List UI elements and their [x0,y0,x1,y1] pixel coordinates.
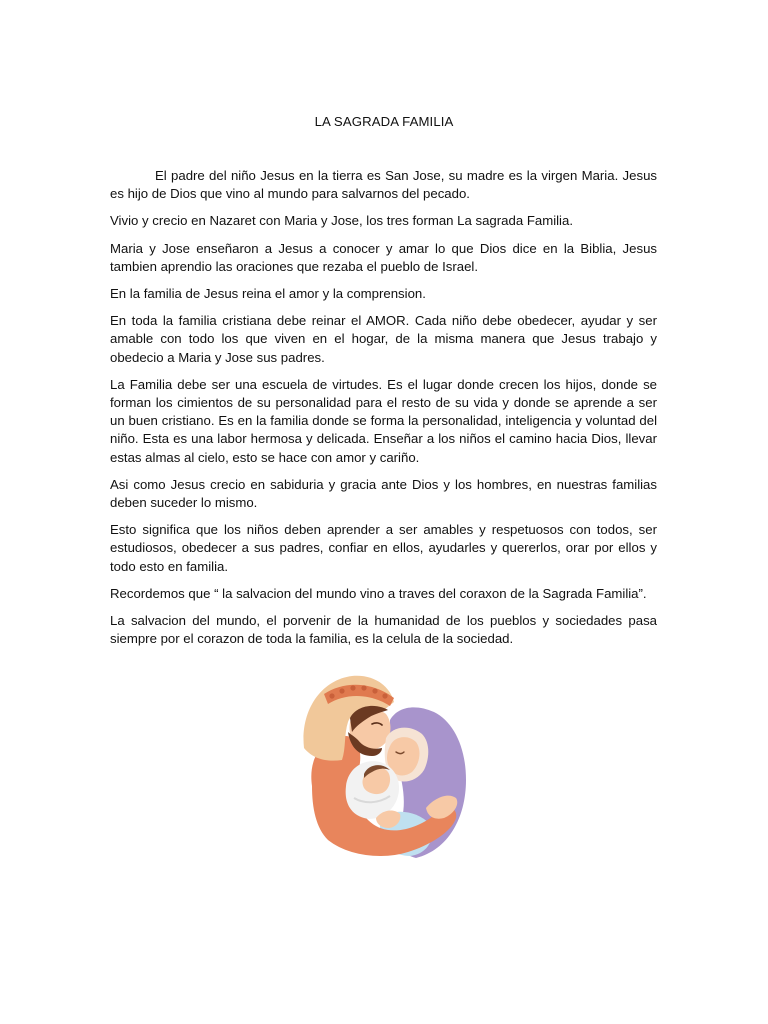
document-title: LA SAGRADA FAMILIA [314,114,454,129]
paragraph: Maria y Jose enseñaron a Jesus a conocer y amar lo que Dios dice en la Biblia, Jesus tambien aprendio las oraciones que rezaba el pueblo de Israel. [110,240,657,274]
paragraph: Vivio y crecio en Nazaret con Maria y Jose, los tres forman La sagrada Familia. [110,213,573,229]
paragraph: La Familia debe ser una escuela de virtudes. Es el lugar donde crecen los hijos, donde se forman los cimientos de su personalidad para el resto de su vida y donde se aprende a ser un buen cristiano. Es en la familia donde se forma la personalidad, inteligencia y voluntad del niño. Esta es una labor hermosa y delicada. Enseñar a los niños el camino hacia Dios, llevar estas almas al cielo, esto se hace con amor y cariño. [110,376,657,465]
paragraph: En la familia de Jesus reina el amor y la comprension. [110,286,426,302]
paragraph: En toda la familia cristiana debe reinar el AMOR. Cada niño debe obedecer, ayudar y ser amable con todo los que viven en el hogar, de la misma manera que Jesus trabajo y obedecio a Maria y Jose sus padres. [110,313,657,365]
paragraph: Asi como Jesus crecio en sabiduria y gracia ante Dios y los hombres, en nuestras familias deben suceder lo mismo. [110,476,657,511]
holy-family-illustration [298,668,470,860]
document-body [110,167,657,657]
paragraph: El padre del niño Jesus en la tierra es San Jose, su madre es la virgen Maria. Jesus es hijo de Dios que vino al mundo para salvarnos del pecado. [110,168,657,202]
paragraph: Recordemos que “ la salvacion del mundo vino a traves del coraxon de la Sagrada Familia”. [110,585,647,601]
paragraph: Esto significa que los niños deben aprender a ser amables y respetuosos con todos, ser estudiosos, obedecer a sus padres, confiar en ellos, ayudarles y quererlos, orar por ellos y todo esto en familia. [110,522,657,574]
paragraph: La salvacion del mundo, el porvenir de la humanidad de los pueblos y sociedades pasa siempre por el corazon de toda la familia, es la celula de la sociedad. [110,613,657,647]
